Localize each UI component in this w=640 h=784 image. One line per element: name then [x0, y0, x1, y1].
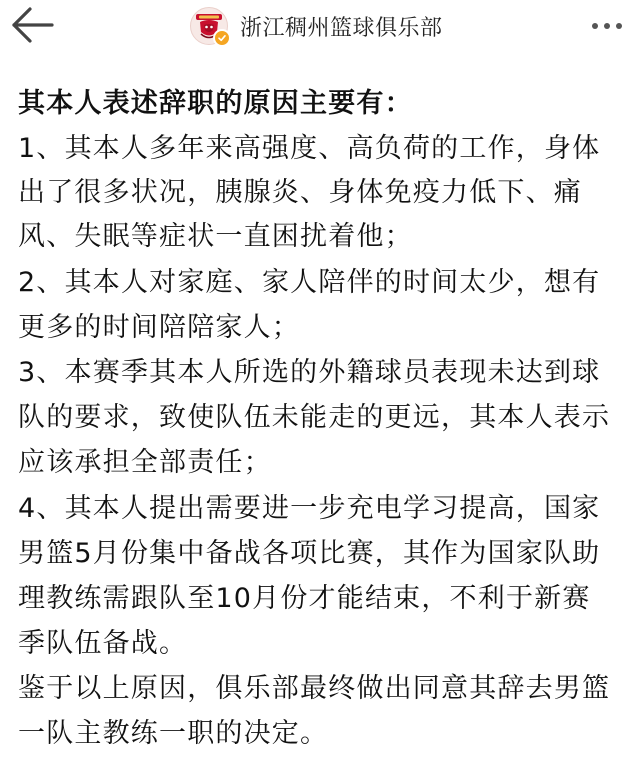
account-name[interactable]: 浙江稠州篮球俱乐部 — [240, 15, 443, 41]
article-line: 风、失眠等症状一直困扰着他； — [18, 221, 413, 252]
more-button[interactable] — [582, 8, 632, 44]
article-line: 季队伍备战。 — [18, 628, 188, 659]
article-line: 应该承担全部责任； — [18, 447, 272, 478]
article-line: 更多的时间陪陪家人； — [18, 312, 300, 343]
avatar[interactable] — [190, 7, 228, 45]
article-line: 4、其本人提出需要进一步充电学习提高，国家 — [18, 493, 601, 524]
article-line: 队的要求，致使队伍未能走的更远，其本人表示 — [18, 402, 611, 433]
article-line: 男篮5月份集中备战各项比赛，其作为国家队助 — [18, 538, 601, 569]
account-title[interactable] — [190, 4, 443, 48]
article-line: 1、其本人多年来高强度、高负荷的工作，身体 — [18, 133, 601, 164]
verified-badge-icon — [213, 29, 231, 47]
top-bar — [0, 0, 640, 58]
article-line: 出了很多状况，胰腺炎、身体免疫力低下、痛 — [18, 177, 582, 208]
article-line: 鉴于以上原因，俱乐部最终做出同意其辞去男篮 — [18, 673, 611, 704]
more-dots-icon — [582, 8, 632, 44]
arrow-left-icon — [8, 2, 58, 48]
article-heading: 其本人表述辞职的原因主要有： — [18, 88, 413, 119]
article-line: 3、本赛季其本人所选的外籍球员表现未达到球 — [18, 357, 601, 388]
header-shadow-mask — [0, 58, 640, 64]
article-line: 2、其本人对家庭、家人陪伴的时间太少，想有 — [18, 267, 601, 298]
article-line: 一队主教练一职的决定。 — [18, 718, 329, 749]
article-line: 理教练需跟队至10月份才能结束，不利于新赛 — [18, 583, 591, 614]
back-button[interactable] — [8, 2, 58, 48]
